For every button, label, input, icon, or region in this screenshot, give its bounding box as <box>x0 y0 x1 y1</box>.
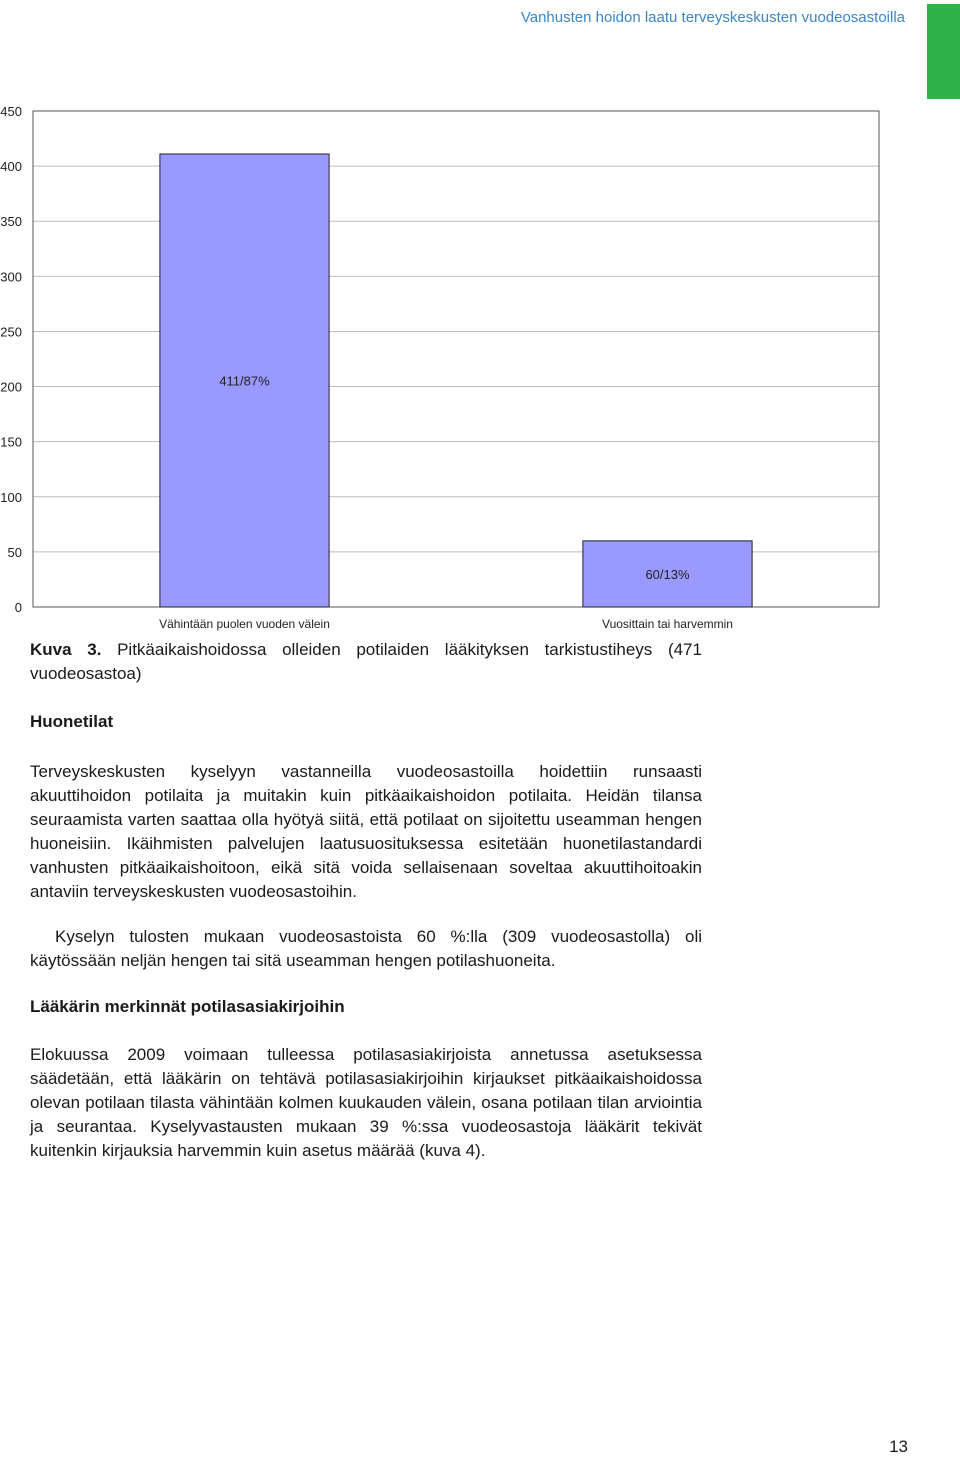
y-tick-label: 0 <box>14 600 22 615</box>
bar-chart <box>0 0 960 640</box>
figure-caption <box>30 638 702 686</box>
y-tick-label: 100 <box>0 489 22 505</box>
heading-huonetilat: Huonetilat <box>30 712 114 731</box>
y-tick-label: 50 <box>7 544 22 560</box>
caption-text: Pitkäaikaishoidossa olleiden potilaiden lääkityksen tarkistustiheys (471 vuodeosastoa) <box>30 640 702 683</box>
running-header: Vanhusten hoidon laatu terveyskeskusten vuodeosastoilla <box>520 9 905 26</box>
y-tick-label: 200 <box>0 379 22 395</box>
y-tick-label: 450 <box>0 104 22 119</box>
y-tick-label: 350 <box>0 214 22 230</box>
heading-laakarin-merkinnat: Lääkärin merkinnät potilasasiakirjoihin <box>30 997 345 1016</box>
bar-data-label: 411/87% <box>219 373 270 389</box>
y-axis <box>0 104 22 615</box>
caption-label: Kuva 3. <box>30 640 102 659</box>
x-category-label: Vuosittain tai harvemmin <box>602 617 733 631</box>
y-tick-label: 250 <box>0 324 22 340</box>
x-axis-labels <box>159 617 733 631</box>
page-number: 13 <box>889 1437 908 1456</box>
paragraph-huonetilat-2: Kyselyn tulosten mukaan vuodeosastoista 60 %:lla (309 vuodeosastolla) oli käytössään neljän hengen tai sitä useamman hengen potilashuoneita. <box>30 927 702 970</box>
y-tick-label: 300 <box>0 269 22 285</box>
chart-bars <box>160 154 752 607</box>
y-tick-label: 400 <box>0 159 22 175</box>
paragraph-laakarin-merkinnat: Elokuussa 2009 voimaan tulleessa potilasasiakirjoista annetussa asetuksessa säädetään, että lääkärin on tehtävä potilasasiakirjoihin kirjaukset pitkäaikaishoidossa olevan potilaan tilasta vähintään kolmen kuukauden välein, osana potilaan tilan arviointia ja seurantaa. Kyselyvastausten mukaan 39 %:ssa vuodeosastoja lääkärit tekivät kuitenkin kirjauksia harvemmin kuin asetus määrää (kuva 4). <box>30 1045 702 1160</box>
bar-data-label: 60/13% <box>645 566 690 582</box>
y-tick-label: 150 <box>0 434 22 450</box>
paragraph-huonetilat-1: Terveyskeskusten kyselyyn vastanneilla vuodeosastoilla hoidettiin runsaasti akuuttihoidon potilaita ja muitakin kuin pitkäaikaishoidon potilaita. Heidän tilansa seuraamista varten saattaa olla hyötyä siitä, että potilaat on sijoitettu useamman hengen huoneisiin. Ikäihmisten palvelujen laatusuosituksessa esitetään huonetilastandardi vanhusten pitkäaikaishoitoon, eikä sitä voida sellaisenaan soveltaa akuuttihoitoakin antaviin terveyskeskusten vuodeosastoihin. <box>30 762 702 901</box>
x-category-label: Vähintään puolen vuoden välein <box>159 617 330 631</box>
